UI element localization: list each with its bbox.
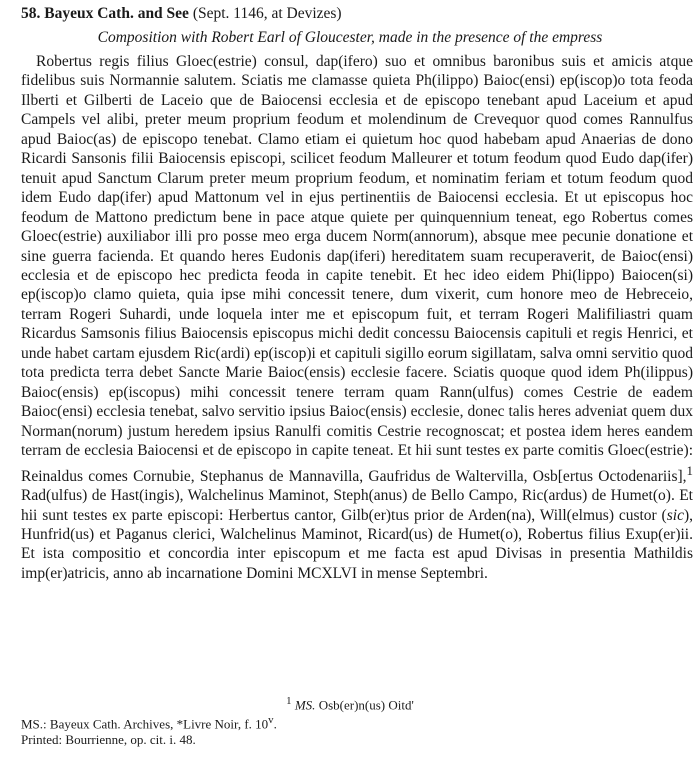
sic-annotation: sic [666,506,684,524]
manuscript-source-text: MS.: Bayeux Cath. Archives, *Livre Noir, f. 10 [21,716,269,732]
footnote-reference: 1 [686,462,693,478]
footnote-ms-label: MS. [294,697,316,713]
body-text-part-3: ), Hunfrid(us) et Paganus clerici, Walchelinus Maminot, Ricard(us) de Humet(o), Robertus filius Exup(er)ii. Et ista compositio et concordia inter episcopum et me facta est apud Divisas in presentia Mathildis imp(er)atricis, anno ab incarnatione Domini [21,506,693,582]
footnote-text: Osb(er)n(us) Oitd' [315,697,414,713]
printed-source: Printed: Bourrienne, op. cit. i. 48. [21,732,196,747]
charter-number-title: 58. Bayeux Cath. and See [21,5,189,22]
folio-verso-mark: v [268,714,274,726]
manuscript-source-end: . [273,716,277,732]
footnote [0,695,700,713]
charter-body-text [21,52,693,583]
charter-subtitle: Composition with Robert Earl of Gloucester, made in the presence of the empress [97,29,603,46]
body-text-part-1: Robertus regis filius Gloec(estrie) consul, dap(ifero) suo et omnibus baronibus suis et amicis atque fidelibus suis Normannie salutem. Sciatis me clamasse quieta Ph(ilippo) Baioc(ensi) ep(iscop)o tota feoda Ilberti et Gilberti de Laceio que de Baiocensi ecclesia et de episcopo tenebant apud Laceium et apud Campels vel alibi, preter meum proprium feodum et molendinum de Crevequor quod comes Rannulfus apud Baioc(as) de episcopo tenebat. Clamo etiam ei quietum hoc quod habebam apud Anaerias de dono Ricardi Sansonis filii Baiocensis episcopi, scilicet feodum Malleurer et totum feodum quod Eudo dap(ifer) tenuit apud Sanctum Clarum preter meum proprium feodum, et nominatim feriam et totum feodum quod idem Eudo dap(ifer) apud Mattonum vel in ejus pertinentiis de Baiocensi ecclesia. Et ut episcopus hoc feodum de Mattono predictum bene in pace atque quiete per quinquennium teneat, ego Robertus comes Gloec(estrie) auxiliabor illi pro posse meo erga ducem Norm(annorum), absque mee pecunie donatione et sine guerra facienda. Et quando heres Eudonis dap(iferi) hereditatem suam recuperaverit, de Baioc(ensi) ecclesia et de episcopo hec predicta feoda in capite tenebit. Et hec ideo eidem Phi(lippo) Baiocen(si) ep(iscop)o clamo quieta, quia ipse mihi concessit tenere, dum vixerit, cum honore meo de Hebreceio, terram Rogeri Suhardi, unde loquela inter me et episcopum fuit, et terram Rogeri Malifiliastri quam Ricardus Samsonis filius Baiocensis episcopus michi dedit concessu Baiocensis capituli et regis Henrici, et unde habet cartam ejusdem Ric(ardi) ep(iscop)i et capituli sigillo eorum sigillatam, salva omni servitio quod tota predicta terra debet Sancte Marie Baioc(ensis) ecclesie facere. Sciatis quoque quod idem Ph(ilippus) Baioc(ensis) ep(iscopus) mihi concessit tenere terram quam Rann(ulfus) comes Cestrie de eadem Baioc(ensi) ecclesia tenebat, salvo servitio ipsius Baioc(ensis) ecclesie, donec talis heres adveniat quem dux Norman(norum) justum heredem ipsius Ranulfi comitis Cestrie recognoscat; et postea idem heres eandem terram de ecclesia Baiocensi et de episcopo in capite teneat. Et hii sunt testes ex parte comitis Gloec(estrie): Reinaldus comes Cornubie, Stephanus de Mannavilla, Gaufridus de Waltervilla, Osb[ertus Octodenariis], [21,53,693,485]
year-numeral: MCXLVI [297,564,358,582]
manuscript-source [21,714,277,732]
footnote-number: 1 [286,695,292,707]
charter-date-place: (Sept. 1146, at Devizes) [192,5,342,22]
charter-heading [21,5,342,23]
body-text-part-4: in mense Septembri. [357,564,488,582]
body-text-part-2: Rad(ulfus) de Hast(ingis), Walchelinus Maminot, Steph(anus) de Bello Campo, Ric(ardus) de Humet(o). Et hii sunt testes ex parte episcopi: Herbertus cantor, Gilb(er)tus prior de Arden(na), Will(elmus) custor ( [21,487,693,524]
